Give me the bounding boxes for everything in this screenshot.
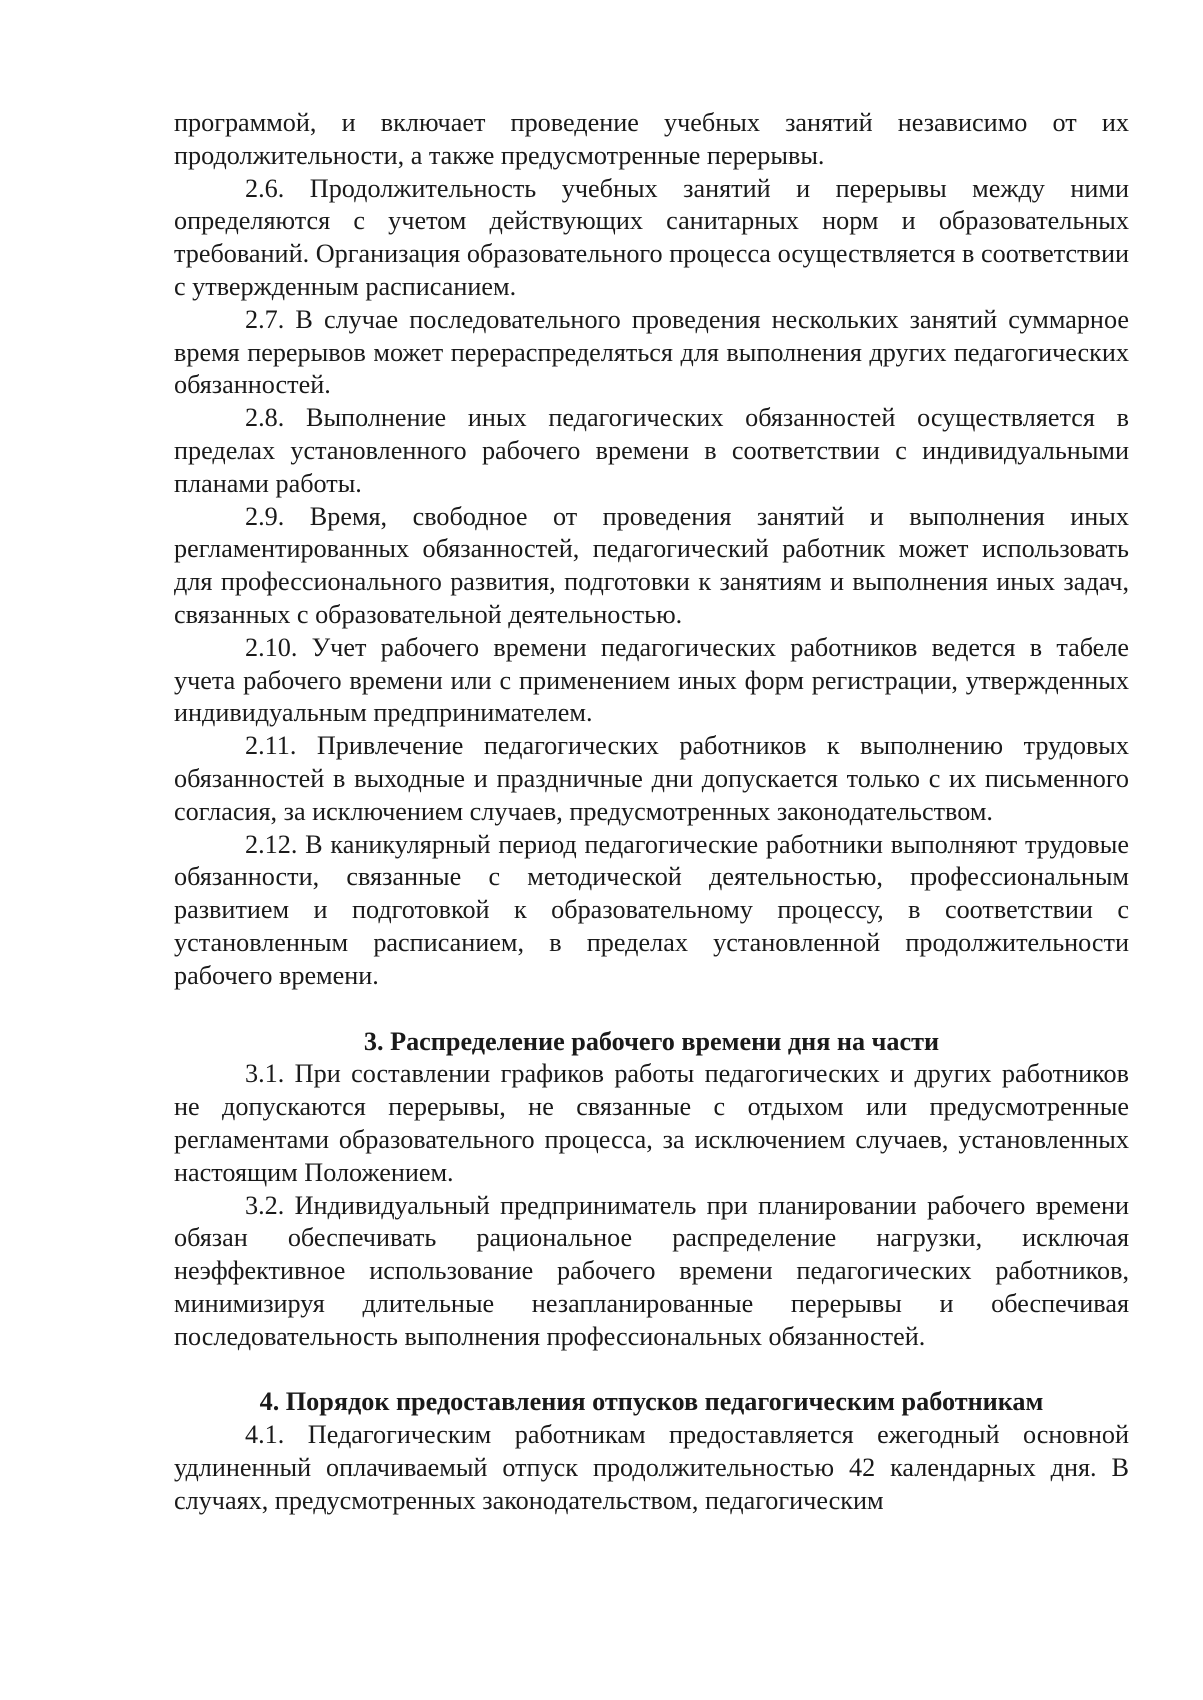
document-page — [174, 107, 1129, 1518]
section-4-heading: 4. Порядок предоставления отпусков педагогическим работникам — [259, 1387, 1044, 1417]
section-spacer — [174, 993, 1129, 1026]
paragraph-2-9: 2.9. Время, свободное от проведения занятий и выполнения иных регламентированных обязанностей, педагогический работник может использовать для профессионального развития, подготовки к занятиям и выполнения иных задач, связанных с образовательной деятельностью. — [174, 501, 1129, 629]
paragraph-2-5-continued: программой, и включает проведение учебных занятий независимо от их продолжительности, а также предусмотренные перерывы. — [174, 108, 1129, 170]
paragraph-2-8: 2.8. Выполнение иных педагогических обязанностей осуществляется в пределах установленного рабочего времени в соответствии с индивидуальными планами работы. — [174, 403, 1129, 498]
paragraph-2-10: 2.10. Учет рабочего времени педагогических работников ведется в табеле учета рабочего времени или с применением иных форм регистрации, утвержденных индивидуальным предпринимателем. — [174, 632, 1129, 728]
section-3-heading: 3. Распределение рабочего времени дня на части — [363, 1026, 940, 1056]
paragraph-3-2: 3.2. Индивидуальный предприниматель при планировании рабочего времени обязан обеспечивать рациональное распределение нагрузки, исключая неэффективное использование рабочего времени педагогических работников, минимизируя длительные незапланированные перерывы и обеспечивая последовательность выполнения профессиональных обязанностей. — [174, 1190, 1129, 1351]
paragraph-2-6: 2.6. Продолжительность учебных занятий и перерывы между ними определяются с учетом действующих санитарных норм и образовательных требований. Организация образовательного процесса осуществляется в соответствии с утвержденным расписанием. — [174, 173, 1129, 301]
paragraph-2-11: 2.11. Привлечение педагогических работников к выполнению трудовых обязанностей в выходные и праздничные дни допускается только с их письменного согласия, за исключением случаев, предусмотренных законодательством. — [174, 731, 1129, 826]
paragraph-4-1: 4.1. Педагогическим работникам предоставляется ежегодный основной удлиненный оплачиваемый отпуск продолжительностью 42 календарных дня. В случаях, предусмотренных законодательством, педагогическим — [174, 1420, 1129, 1515]
paragraph-3-1: 3.1. При составлении графиков работы педагогических и других работников не допускаются перерывы, не связанные с отдыхом или предусмотренные регламентами образовательного процесса, за исключением случаев, установленных настоящим Положением. — [174, 1059, 1129, 1187]
paragraph-2-7: 2.7. В случае последовательного проведения нескольких занятий суммарное время перерывов может перераспределяться для выполнения других педагогических обязанностей. — [174, 304, 1129, 400]
section-spacer — [174, 1353, 1129, 1386]
paragraph-2-12: 2.12. В каникулярный период педагогические работники выполняют трудовые обязанности, связанные с методической деятельностью, профессиональным развитием и подготовкой к образовательному процессу, в соответствии с установленным расписанием, в пределах установленной продолжительности рабочего времени. — [174, 829, 1129, 990]
